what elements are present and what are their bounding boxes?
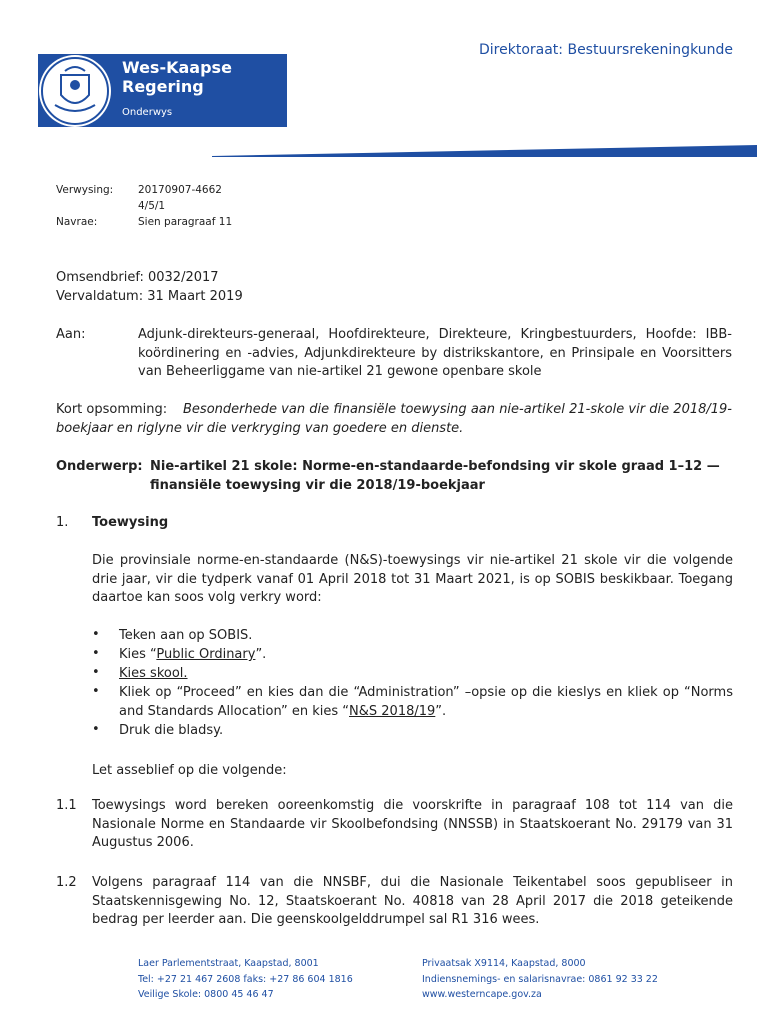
footer-phone: Tel: +27 21 467 2608 faks: +27 86 604 1816 <box>138 973 353 985</box>
summary-label: Kort opsomming: <box>56 402 168 417</box>
footer-address: Laer Parlementstraat, Kaapstad, 8001 <box>138 958 319 969</box>
to-text: Adjunk-direkteurs-generaal, Hoofdirekteure, Direkteure, Kringbestuurders, Hoofde: IBB-koördinering en -advies, Adjunkdirekteure by distrikskantore, en Prinsipale en Voorsitters van Beheerliggame van nie-artikel 21 gewone openbare skole <box>138 327 732 380</box>
para-1-2-text: Volgens paragraaf 114 van die NNSBF, dui die Nasionale Teikentabel soos gepubliseer in Staatskennisgewing No. 12, Staatskoerant No. 40818 van 28 April 2017 die 2018 geteikende bedrag per leerder aan. Die geenskoolgelddrumpel sal R1 316 wees. <box>92 875 733 928</box>
circular-number: Omsendbrief: 0032/2017 <box>56 270 219 285</box>
bullet-2: Kies “Public Ordinary”. <box>119 647 267 662</box>
summary-text: Besonderhede van die finansiële toewysing aan nie-artikel 21-skole vir die 2018/19- boekjaar en riglyne vir die verkryging van goedere en dienste. <box>56 402 732 436</box>
footer-enquiries: Indiensnemings- en salarisnavrae: 0861 92 33 22 <box>422 973 658 985</box>
public-ordinary-link[interactable]: Public Ordinary <box>156 647 256 662</box>
subject-label: Onderwerp: <box>56 459 143 474</box>
bullet-3-link[interactable]: Kies skool. <box>119 666 188 681</box>
reference-label: Verwysing: <box>56 184 114 196</box>
to-label: Aan: <box>56 327 86 342</box>
bullet-4: Kliek op “Proceed” en kies dan die “Administration” –opsie op die kieslys en kliek op “Norms and Standards Allocation” en kies “N&S 2018/19”. <box>119 685 733 719</box>
reference-value: 20170907-4662 <box>138 184 222 196</box>
header-rule <box>212 145 757 157</box>
footer-right <box>422 956 658 1003</box>
expiry-date: Vervaldatum: 31 Maart 2019 <box>56 289 243 304</box>
para-1-2-number: 1.2 <box>56 875 77 890</box>
enquiries-value: Sien paragraaf 11 <box>138 216 233 228</box>
footer-safe-schools: Veilige Skole: 0800 45 46 47 <box>138 989 274 1000</box>
para-1-1-number: 1.1 <box>56 798 77 813</box>
coat-of-arms-icon <box>39 55 111 127</box>
bullet-dot: • <box>92 627 100 642</box>
para-1-1-text: Toewysings word bereken ooreenkomstig die voorskrifte in paragraaf 108 tot 114 van die Nasionale Norme en Standaarde vir Skoolbefondsing (NNSSB) in Staatskoerant No. 29179 van 31 Augustus 2006. <box>92 798 733 851</box>
footer-left <box>138 956 353 1003</box>
subject-line-2: finansiële toewysing vir die 2018/19-boekjaar <box>150 478 485 493</box>
footer-postal: Privaatsak X9114, Kaapstad, 8000 <box>422 958 586 969</box>
note-text: Let asseblief op die volgende: <box>92 763 287 778</box>
subject-line-1: Nie-artikel 21 skole: Norme-en-standaarde-befondsing vir skole graad 1–12 — <box>150 459 720 474</box>
logo-title: Wes-Kaapse Regering <box>122 58 232 96</box>
bullet-dot: • <box>92 665 100 680</box>
bullet-dot: • <box>92 684 100 699</box>
section-title: Toewysing <box>92 515 169 530</box>
bullet-dot: • <box>92 646 100 661</box>
bullet-dot: • <box>92 722 100 737</box>
logo-subtitle: Onderwys <box>122 107 173 118</box>
ns-2018-19-link[interactable]: N&S 2018/19 <box>349 703 436 719</box>
directorate-title: Direktoraat: Bestuursrekeningkunde <box>479 42 733 58</box>
bullet-5: Druk die bladsy. <box>119 723 224 738</box>
enquiries-label: Navrae: <box>56 216 98 228</box>
bullet-1: Teken aan op SOBIS. <box>119 628 253 643</box>
section-intro: Die provinsiale norme-en-standaarde (N&S)-toewysings vir nie-artikel 21 skole vir die volgende drie jaar, vir die tydperk vanaf 01 April 2018 tot 31 Maart 2021, is op SOBIS beskikbaar. Toegang daartoe kan soos volg verkry word: <box>92 553 733 606</box>
reference-value-2: 4/5/1 <box>138 200 166 212</box>
section-number: 1. <box>56 515 69 530</box>
footer-website-link[interactable]: www.westerncape.gov.za <box>422 989 542 1000</box>
